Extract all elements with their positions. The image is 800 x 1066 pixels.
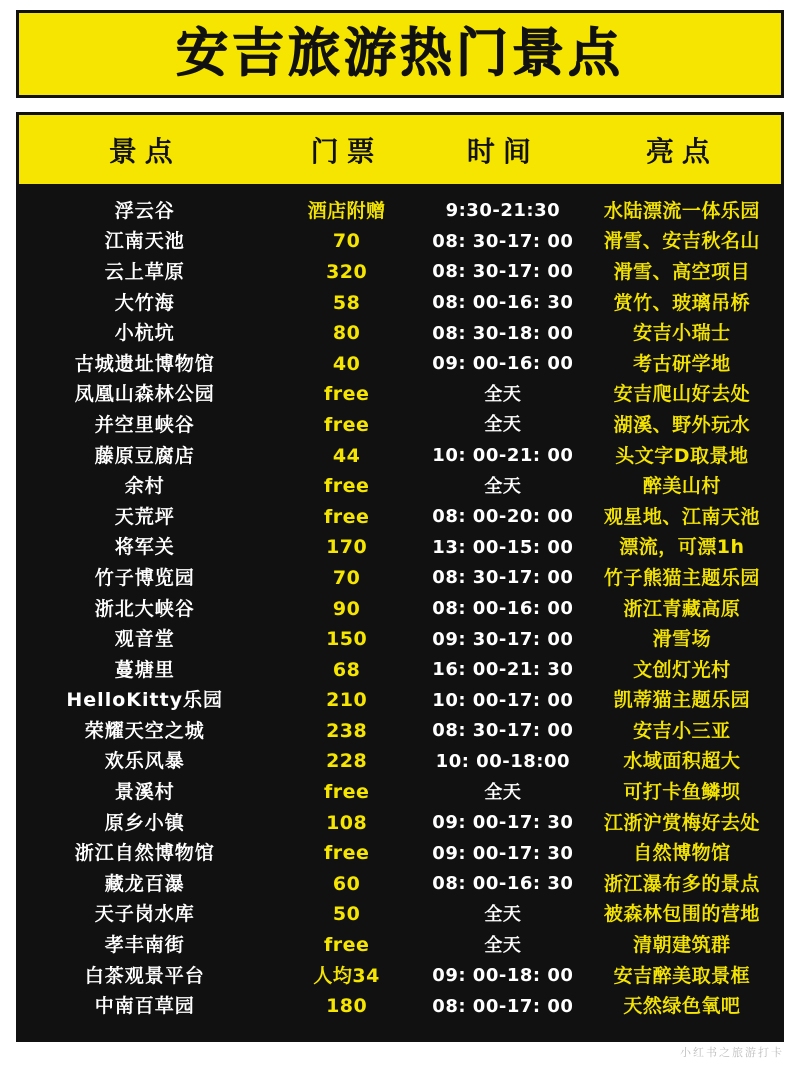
cell-highlight: 漂流，可漂1h: [619, 536, 745, 559]
column-header-name: 景点: [108, 134, 181, 168]
cell-name: 天子岗水库: [94, 903, 195, 926]
cell-ticket: 人均34: [313, 964, 380, 987]
cell-ticket: free: [323, 842, 370, 865]
cell-ticket: 68: [332, 658, 361, 681]
cell-name: 藤原豆腐店: [94, 444, 195, 467]
cell-highlight: 滑雪、安吉秋名山: [603, 230, 760, 253]
cell-highlight: 清朝建筑群: [633, 934, 731, 957]
cell-ticket: free: [323, 413, 370, 436]
cell-name: 中南百草园: [94, 995, 195, 1018]
cell-ticket: 150: [326, 628, 368, 651]
table-row: [19, 624, 781, 655]
table-row: [19, 410, 781, 441]
cell-name: 并空里峡谷: [94, 413, 195, 436]
cell-time: 09: 00-16: 00: [432, 353, 574, 375]
cell-name: 小杭坑: [114, 322, 175, 345]
column-header-ticket: 门票: [310, 134, 383, 168]
cell-time: 09: 00-18: 00: [432, 965, 574, 987]
cell-ticket: 210: [326, 689, 368, 712]
cell-highlight: 天然绿色氧吧: [623, 995, 741, 1018]
cell-highlight: 浙江瀑布多的景点: [603, 872, 760, 895]
cell-name: 余村: [124, 475, 165, 498]
cell-highlight: 安吉爬山好去处: [613, 383, 751, 406]
cell-highlight: 观星地、江南天池: [603, 505, 760, 528]
cell-ticket: 228: [326, 750, 368, 773]
table-row: [19, 563, 781, 594]
cell-time: 10: 00-21: 00: [432, 445, 574, 467]
table-row: [19, 288, 781, 319]
cell-time: 08: 30-18: 00: [432, 322, 574, 344]
cell-ticket: 50: [332, 903, 361, 926]
table-row: [19, 900, 781, 931]
table-row: [19, 502, 781, 533]
cell-time: 08: 30-17: 00: [432, 720, 574, 742]
table-row: [19, 838, 781, 869]
cell-time: 10: 00-17: 00: [432, 689, 574, 711]
table-row: [19, 655, 781, 686]
table-row: [19, 869, 781, 900]
attractions-table: [16, 112, 784, 1042]
cell-time: 全天: [484, 934, 522, 956]
table-row: [19, 961, 781, 992]
cell-time: 08: 00-17: 00: [432, 995, 574, 1017]
table-row: [19, 318, 781, 349]
cell-ticket: 44: [332, 444, 361, 467]
cell-time: 08: 00-20: 00: [432, 506, 574, 528]
cell-highlight: 考古研学地: [633, 352, 731, 375]
cell-name: 藏龙百瀑: [104, 872, 185, 895]
cell-time: 10: 00-18:00: [435, 750, 571, 772]
cell-name: 观音堂: [114, 628, 175, 651]
cell-name: 荣耀天空之城: [84, 719, 205, 742]
cell-time: 全天: [484, 903, 522, 925]
cell-ticket: 80: [332, 322, 361, 345]
cell-ticket: free: [323, 383, 370, 406]
cell-highlight: 浙江青藏高原: [623, 597, 741, 620]
cell-name: 景溪村: [114, 781, 175, 804]
cell-highlight: 滑雪、高空项目: [613, 260, 751, 283]
table-row: [19, 349, 781, 380]
cell-ticket: 170: [326, 536, 368, 559]
cell-highlight: 滑雪场: [652, 628, 712, 651]
cell-highlight: 江浙沪赏梅好去处: [603, 811, 760, 834]
cell-name: 白茶观景平台: [84, 964, 205, 987]
cell-highlight: 安吉醉美取景框: [613, 964, 751, 987]
cell-highlight: 水域面积超大: [623, 750, 741, 773]
table-row: [19, 808, 781, 839]
cell-highlight: 文创灯光村: [633, 658, 731, 681]
cell-time: 08: 30-17: 00: [432, 230, 574, 252]
cell-name: 云上草原: [104, 260, 185, 283]
cell-name: 凤凰山森林公园: [74, 383, 215, 406]
cell-highlight: 安吉小三亚: [633, 719, 731, 742]
page-title: 安吉旅游热门景点: [175, 24, 624, 84]
table-row: [19, 716, 781, 747]
cell-name: 江南天池: [104, 230, 185, 253]
cell-highlight: 水陆漂流一体乐园: [603, 199, 760, 222]
cell-name: 蔓塘里: [114, 658, 175, 681]
column-header-time: 时间: [466, 134, 539, 168]
cell-time: 13: 00-15: 00: [432, 536, 574, 558]
cell-ticket: 58: [332, 291, 361, 314]
cell-time: 9:30-21:30: [445, 200, 561, 222]
cell-name: 浙北大峡谷: [94, 597, 195, 620]
cell-time: 09: 00-17: 30: [432, 812, 574, 834]
cell-name: 将军关: [114, 536, 175, 559]
watermark: 小红书之旅游打卡: [680, 1046, 784, 1059]
cell-ticket: 酒店附赠: [307, 199, 386, 222]
cell-highlight: 安吉小瑞士: [633, 322, 731, 345]
cell-highlight: 凯蒂猫主题乐园: [613, 689, 751, 712]
cell-time: 全天: [484, 475, 522, 497]
cell-highlight: 醉美山村: [642, 475, 721, 498]
table-row: [19, 747, 781, 778]
cell-highlight: 赏竹、玻璃吊桥: [613, 291, 751, 314]
table-row: [19, 471, 781, 502]
cell-name: 原乡小镇: [104, 811, 185, 834]
cell-time: 全天: [484, 383, 522, 405]
cell-time: 09: 30-17: 00: [432, 628, 574, 650]
cell-name: 竹子博览园: [94, 566, 195, 589]
table-header-row: [19, 115, 781, 187]
cell-highlight: 被森林包围的营地: [603, 903, 760, 926]
cell-highlight: 竹子熊猫主题乐园: [603, 566, 760, 589]
cell-name: 古城遗址博物馆: [74, 352, 215, 375]
cell-time: 08: 00-16: 00: [432, 598, 574, 620]
cell-name: 大竹海: [114, 291, 175, 314]
cell-ticket: 90: [332, 597, 361, 620]
table-row: [19, 533, 781, 564]
table-row: [19, 930, 781, 961]
table-row: [19, 257, 781, 288]
cell-time: 全天: [484, 781, 522, 803]
table-body: [19, 187, 781, 1022]
table-row: [19, 686, 781, 717]
cell-name: 欢乐风暴: [104, 750, 185, 773]
cell-highlight: 自然博物馆: [633, 842, 731, 865]
cell-time: 09: 00-17: 30: [432, 842, 574, 864]
cell-name: 孝丰南街: [104, 934, 185, 957]
cell-ticket: free: [323, 934, 370, 957]
table-row: [19, 441, 781, 472]
cell-time: 16: 00-21: 30: [432, 659, 574, 681]
cell-name: 浙江自然博物馆: [74, 842, 215, 865]
cell-name: 浮云谷: [114, 199, 175, 222]
cell-highlight: 可打卡鱼鳞坝: [623, 781, 741, 804]
cell-ticket: free: [323, 475, 370, 498]
cell-highlight: 湖溪、野外玩水: [613, 413, 751, 436]
cell-ticket: free: [323, 505, 370, 528]
cell-ticket: 70: [332, 566, 361, 589]
table-row: [19, 594, 781, 625]
column-header-highlight: 亮点: [645, 134, 718, 168]
title-banner: [16, 10, 784, 98]
cell-time: 08: 30-17: 00: [432, 261, 574, 283]
cell-name: HelloKitty乐园: [66, 689, 224, 712]
table-row: [19, 227, 781, 258]
cell-ticket: 238: [326, 719, 368, 742]
table-row: [19, 380, 781, 411]
table-row: [19, 777, 781, 808]
cell-time: 08: 00-16: 30: [432, 292, 574, 314]
cell-ticket: 40: [332, 352, 361, 375]
cell-time: 08: 30-17: 00: [432, 567, 574, 589]
cell-time: 全天: [484, 414, 522, 436]
cell-ticket: 108: [326, 811, 368, 834]
cell-ticket: 180: [326, 995, 368, 1018]
cell-ticket: free: [323, 781, 370, 804]
table-row: [19, 196, 781, 227]
cell-highlight: 头文字D取景地: [615, 444, 749, 467]
cell-ticket: 60: [332, 872, 361, 895]
cell-name: 天荒坪: [114, 505, 175, 528]
cell-time: 08: 00-16: 30: [432, 873, 574, 895]
cell-ticket: 320: [326, 260, 368, 283]
table-row: [19, 991, 781, 1022]
cell-ticket: 70: [332, 230, 361, 253]
